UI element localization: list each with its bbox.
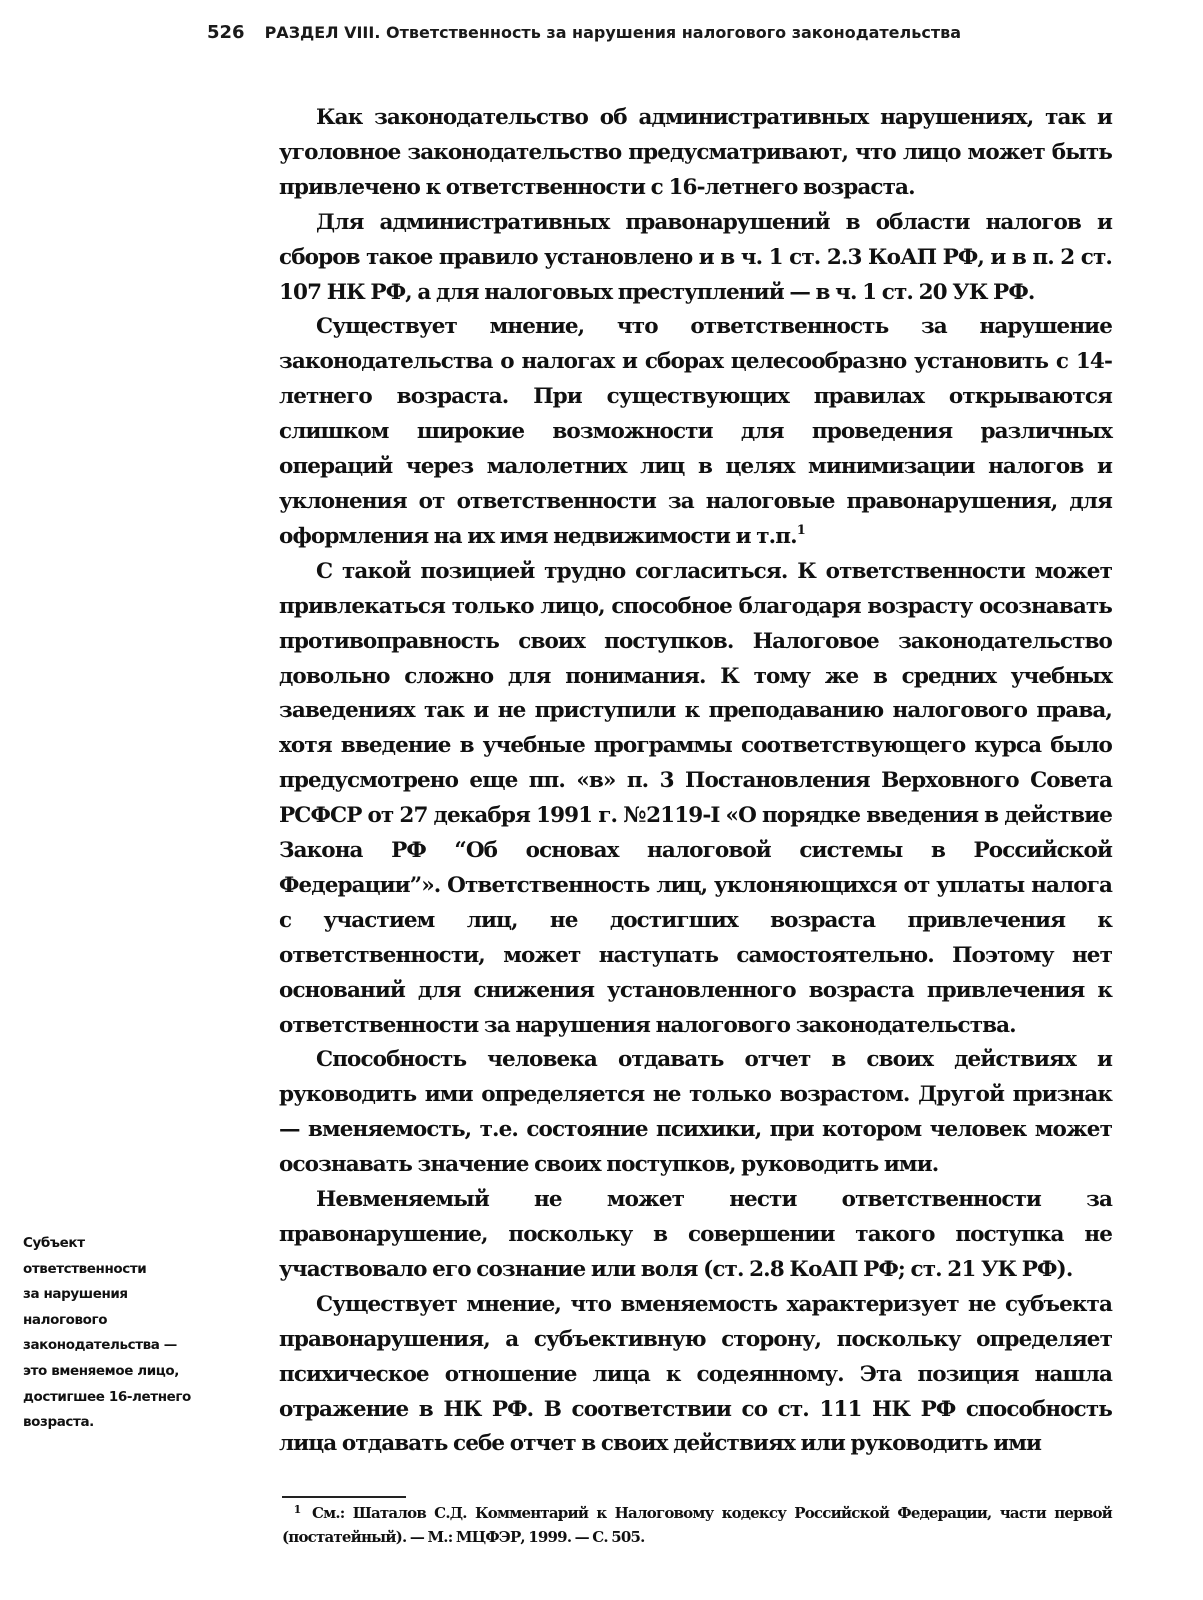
running-header	[207, 22, 1107, 43]
paragraph-6: Невменяемый не может нести ответственности за правонарушение, поскольку в совершении такого поступка не участвовало его сознание или воля (ст. 2.8 КоАП РФ; ст. 21 УК РФ).	[279, 1187, 1112, 1282]
footnote-text: См.: Шаталов С.Д. Комментарий к Налоговому кодексу Российской Федерации, части первой (постатейный). — М.: МЦФЭР, 1999. — С. 505.	[282, 1504, 1112, 1546]
paragraph-2: Для административных правонарушений в области налогов и сборов такое правило установлено и в ч. 1 ст. 2.3 КоАП РФ, и в п. 2 ст. 107 НК РФ, а для налоговых преступлений — в ч. 1 ст. 20 УК РФ.	[279, 209, 1112, 305]
section-title: РАЗДЕЛ VIII. Ответственность за нарушения налогового законодательства	[264, 23, 962, 42]
paragraph-5: Способность человека отдавать отчет в своих действиях и руководить ими определяется не только возрастом. Другой признак — вменяемость, т.е. состояние психики, при котором человек может осознавать значение своих поступков, руководить ими.	[279, 1047, 1112, 1178]
paragraph-4: С такой позицией трудно согласиться. К ответственности может привлекаться только лицо, способное благодаря возрасту осознавать противоправность своих поступков. Налоговое законодательство довольно сложно для понимания. К тому же в средних учебных заведениях так и не приступили к преподаванию налогового права, хотя введение в учебные программы соответствующего курса было предусмотрено еще пп. «в» п. 3 Постановления Верховного Совета РСФСР от 27 декабря 1991 г. №2119-I «О порядке введения в действие Закона РФ “Об основах налоговой системы в Российской Федерации”». Ответственность лиц, уклоняющихся от уплаты налога с участием лиц, не достигших возраста привлечения к ответственности, может наступать самостоятельно. Поэтому нет оснований для снижения установленного возраста привлечения к ответственности за нарушения налогового законодательства.	[279, 558, 1112, 1038]
paragraph-7: Существует мнение, что вменяемость характеризует не субъекта правонарушения, а субъективную сторону, поскольку определяет психическое отношение лица к содеянному. Эта позиция нашла отражение в НК РФ. В соответствии со ст. 111 НК РФ способность лица отдавать себе отчет в своих действиях или руководить ими	[279, 1291, 1112, 1457]
margin-note-line: достигшее 16-летнего	[23, 1388, 191, 1405]
margin-note-line: Субъект	[23, 1235, 85, 1251]
footnote-reference[interactable]: 1	[796, 522, 805, 538]
margin-note-line: это вменяемое лицо,	[23, 1362, 180, 1379]
margin-note	[23, 1231, 263, 1436]
footnote: 1 См.: Шаталов С.Д. Комментарий к Налоговому кодексу Российской Федерации, части первой (постатейный). — М.: МЦФЭР, 1999. — С. 505.	[282, 1503, 1112, 1546]
margin-note-line: налогового	[23, 1311, 108, 1328]
margin-note-line: законодательства —	[23, 1337, 177, 1354]
margin-note-line: ответственности	[23, 1260, 147, 1277]
margin-note-line: возраста.	[23, 1414, 94, 1431]
paragraph-3	[279, 310, 1112, 554]
page-number: 526	[207, 22, 245, 43]
main-text	[279, 101, 1112, 1462]
margin-note-line: за нарушения	[23, 1286, 128, 1303]
paragraph-3-text: Существует мнение, что ответственность за нарушение законодательства о налогах и сборах целесообразно установить с 14-летнего возраста. При существующих правилах открываются слишком широкие возможности для проведения различных операций через малолетних лиц в целях минимизации налогов и уклонения от ответственности за налоговые правонарушения, для оформления на их имя недвижимости и т.п.	[279, 314, 1112, 549]
footnote-divider	[282, 1496, 406, 1498]
paragraph-1: Как законодательство об административных нарушениях, так и уголовное законодательство предусматривают, что лицо может быть привлечено к ответственности с 16-летнего возраста.	[279, 105, 1112, 200]
